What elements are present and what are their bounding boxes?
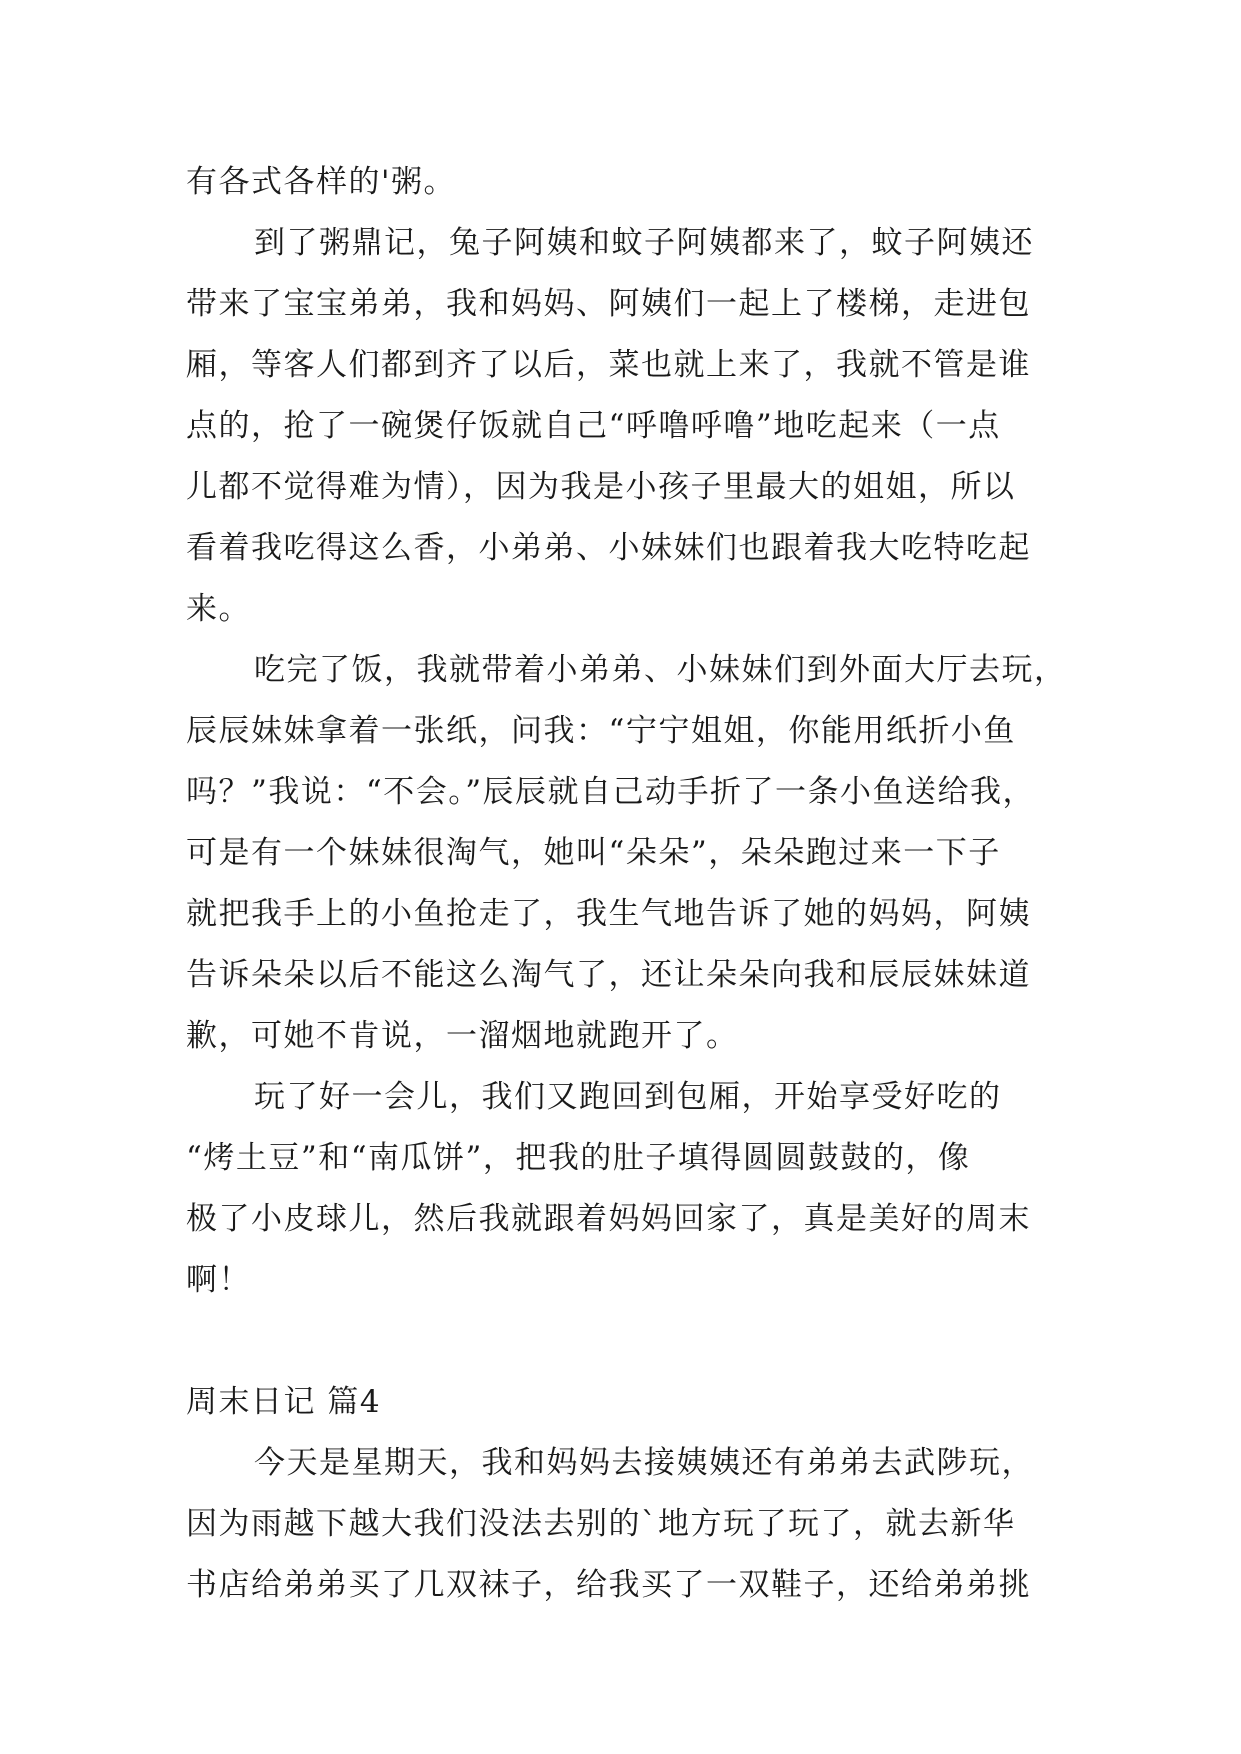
text-line: 带来了宝宝弟弟，我和妈妈、阿姨们一起上了楼梯，走进包 xyxy=(186,286,1031,322)
text-line: 啊！ xyxy=(186,1262,251,1298)
text-line: 告诉朵朵以后不能这么淘气了，还让朵朵向我和辰辰妹妹道 xyxy=(186,957,1031,993)
text-line: “烤土豆”和“南瓜饼”，把我的肚子填得圆圆鼓鼓的，像 xyxy=(186,1140,971,1176)
paragraph-gap xyxy=(186,1311,1056,1372)
text-line: 点的，抢了一碗煲仔饭就自己“呼噜呼噜”地吃起来（一点 xyxy=(186,408,1001,444)
section-heading: 周末日记 篇4 xyxy=(186,1384,382,1420)
text-line: 吗？”我说：“不会。”辰辰就自己动手折了一条小鱼送给我， xyxy=(186,774,1036,810)
text-line: 看着我吃得这么香，小弟弟、小妹妹们也跟着我大吃特吃起 xyxy=(186,530,1031,566)
text-line: 可是有一个妹妹很淘气，她叫“朵朵”，朵朵跑过来一下子 xyxy=(186,835,1001,871)
paragraph-first-line: 吃完了饭，我就带着小弟弟、小妹妹们到外面大厅去玩， xyxy=(254,652,1067,688)
text-line: 厢，等客人们都到齐了以后，菜也就上来了，我就不管是谁 xyxy=(186,347,1031,383)
text-line: 就把我手上的小鱼抢走了，我生气地告诉了她的妈妈，阿姨 xyxy=(186,896,1031,932)
document-body xyxy=(186,152,1067,1616)
text-line: 儿都不觉得难为情），因为我是小孩子里最大的姐姐，所以 xyxy=(186,469,1016,505)
text-line: 辰辰妹妹拿着一张纸，问我：“宁宁姐姐，你能用纸折小鱼 xyxy=(186,713,1016,749)
text-line: 歉，可她不肯说，一溜烟地就跑开了。 xyxy=(186,1018,739,1054)
text-line: 书店给弟弟买了几双袜子，给我买了一双鞋子，还给弟弟挑 xyxy=(186,1567,1031,1603)
paragraph-first-line: 玩了好一会儿，我们又跑回到包厢，开始享受好吃的 xyxy=(254,1079,1002,1115)
paragraph-first-line: 今天是星期天，我和妈妈去接姨姨还有弟弟去武陟玩， xyxy=(254,1445,1034,1481)
text-line: 极了小皮球儿，然后我就跟着妈妈回家了，真是美好的周末 xyxy=(186,1201,1031,1237)
paragraph-first-line: 到了粥鼎记，兔子阿姨和蚊子阿姨都来了，蚊子阿姨还 xyxy=(254,225,1034,261)
text-line: 有各式各样的'粥。 xyxy=(186,164,457,200)
text-line: 因为雨越下越大我们没法去别的`地方玩了玩了，就去新华 xyxy=(186,1506,1016,1542)
text-line: 来。 xyxy=(186,591,251,627)
